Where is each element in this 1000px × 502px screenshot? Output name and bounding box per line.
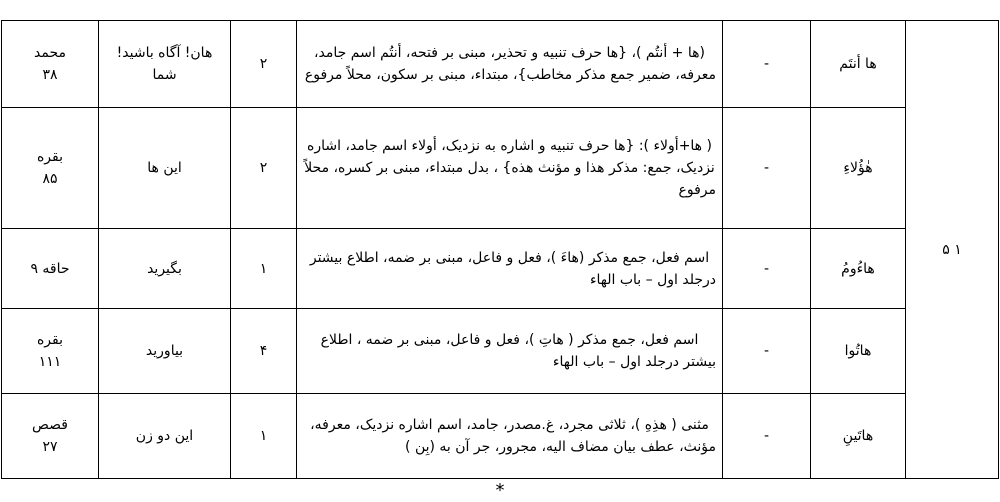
description-cell: (ها + أنتُم )، {ها حرف تنبیه و تحذیر، مبنی بر فتحه، أنتُم اسم جامد، معرفه، ضمیر جمع مذکر مخاطب}، مبتداء، مبنی بر سکون، محلاً مرفوع	[297, 21, 723, 108]
word-cell: هاءُومُ	[811, 229, 906, 309]
translation-cell: بیاورید	[99, 309, 231, 394]
table-row	[2, 394, 999, 479]
reference-surah: بقره	[36, 149, 64, 165]
word-cell: هٰؤُلاءِ	[811, 108, 906, 229]
reference-cell	[2, 21, 99, 108]
word-cell: ها أنتَم	[811, 21, 906, 108]
word-cell: هاتُوا	[811, 309, 906, 394]
table-row	[2, 229, 999, 309]
description-cell: اسم فعل، جمع مذکر ( هاتِ )، فعل و فاعل، مبنی بر ضمه ، اطلاع بیشتر درجلد اول – باب الهاء	[297, 309, 723, 394]
translation-cell: بگیرید	[99, 229, 231, 309]
table-row	[2, 108, 999, 229]
translation-cell: این دو زن	[99, 394, 231, 479]
dash-cell: -	[723, 309, 811, 394]
reference-verse: ۹	[30, 260, 38, 277]
reference-cell	[2, 229, 99, 309]
count-cell: ۱	[231, 229, 297, 309]
reference-cell	[2, 309, 99, 394]
reference-verse: ۲۷	[42, 439, 58, 455]
count-cell: ۴	[231, 309, 297, 394]
dash-cell: -	[723, 394, 811, 479]
section-index-cell	[906, 21, 999, 479]
dash-cell: -	[723, 108, 811, 229]
description-cell: اسم فعل، جمع مذکر (هاءَ )، فعل و فاعل، مبنی بر ضمه، اطلاع بیشتر درجلد اول – باب الهاء	[297, 229, 723, 309]
reference-surah: محمد	[34, 45, 66, 61]
reference-surah: قصص	[32, 417, 68, 433]
reference-verse: ۸۵	[42, 171, 58, 187]
word-analysis-table	[1, 20, 999, 479]
dash-cell: -	[723, 229, 811, 309]
reference-surah: بقره	[36, 332, 64, 348]
word-cell: هاتَینِ	[811, 394, 906, 479]
table-row	[2, 309, 999, 394]
reference-verse: ۱۱۱	[38, 354, 62, 370]
reference-cell	[2, 394, 99, 479]
reference-cell	[2, 108, 99, 229]
translation-cell: هان! آگاه باشید! شما	[99, 21, 231, 108]
reference-verse: ۳۸	[42, 67, 58, 83]
footnote-asterisk: *	[495, 480, 505, 501]
table-row	[2, 21, 999, 108]
reference-surah: حاقه	[42, 260, 70, 277]
description-cell: ( ها+أولاء ): {ها حرف تنبیه و اشاره به نزدیک، أولاء اسم جامد، اشاره نزدیک، جمع: مذکر هذا و مؤنث هذه} ، بدل مبتداء، مبنی بر کسره، محلاً مرفوع	[297, 108, 723, 229]
dash-cell: -	[723, 21, 811, 108]
translation-cell: این ها	[99, 108, 231, 229]
description-cell: مثنی ( هذِهِ )، ثلاثی مجرد، غ.مصدر، جامد، اسم اشاره نزدیک، معرفه، مؤنث، عطف بیان مضاف الیه، مجرور، جر آن به (بِن )	[297, 394, 723, 479]
section-index: ۵ ۱	[942, 241, 962, 258]
count-cell: ۱	[231, 394, 297, 479]
count-cell: ۲	[231, 108, 297, 229]
count-cell: ۲	[231, 21, 297, 108]
